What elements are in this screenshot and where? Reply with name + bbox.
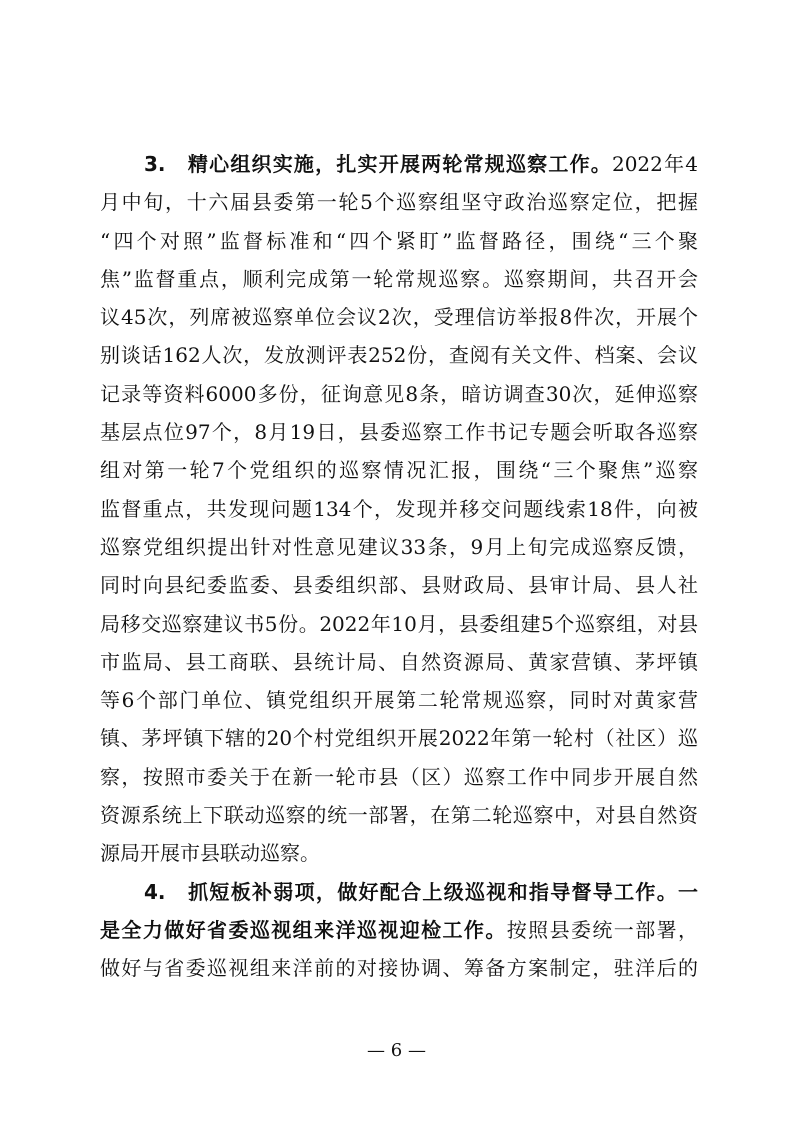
paragraph-4 <box>100 873 698 988</box>
subsection-heading: 是全力做好省委巡视组来洋巡视迎检工作。 <box>100 917 507 942</box>
line-text: 按照县委统一部署， <box>506 917 699 942</box>
text-line: 巡察党组织提出针对性意见建议33条，9月上旬完成巡察反馈， <box>100 534 698 559</box>
text-line: “四个对照”监督标准和“四个紧盯”监督路径，围绕“三个聚 <box>100 228 698 253</box>
text-line: 组对第一轮7个党组织的巡察情况汇报，围绕“三个聚焦”巡察 <box>100 458 698 483</box>
text-line: 局移交巡察建议书5份。2022年10月，县委组建5个巡察组，对县 <box>100 611 698 636</box>
section-heading: 4. 抓短板补弱项，做好配合上级巡视和指导督导工作。一 <box>144 879 698 904</box>
text-line: 基层点位97个，8月19日，县委巡察工作书记专题会听取各巡察 <box>100 420 698 445</box>
text-line: 别谈话162人次，发放测评表252份，查阅有关文件、档案、会议 <box>100 343 698 368</box>
text-line <box>100 145 698 183</box>
paragraph-3 <box>100 145 698 873</box>
text-line: 资源系统上下联动巡察的统一部署，在第二轮巡察中，对县自然资 <box>100 803 698 828</box>
line-text: 2022年4 <box>611 152 698 176</box>
text-line: 同时向县纪委监委、县委组织部、县财政局、县审计局、县人社 <box>100 573 698 598</box>
text-line: 记录等资料6000多份，征询意见8条，暗访调查30次，延伸巡察 <box>100 381 698 406</box>
text-line: 察，按照市委关于在新一轮市县（区）巡察工作中同步开展自然 <box>100 764 698 789</box>
text-line: 源局开展市县联动巡察。 <box>100 841 320 866</box>
page-number: — 6 — <box>367 1040 426 1061</box>
text-line: 镇、茅坪镇下辖的20个村党组织开展2022年第一轮村（社区）巡 <box>100 726 698 751</box>
text-line <box>100 911 698 949</box>
text-line: 月中旬，十六届县委第一轮5个巡察组坚守政治巡察定位，把握 <box>100 190 698 215</box>
text-line: 市监局、县工商联、县统计局、自然资源局、黄家营镇、茅坪镇 <box>100 649 698 674</box>
text-line: 议45次，列席被巡察单位会议2次，受理信访举报8件次，开展个 <box>100 305 698 330</box>
text-line: 监督重点，共发现问题134个，发现并移交问题线索18件，向被 <box>100 496 698 521</box>
text-line: 等6个部门单位、镇党组织开展第二轮常规巡察，同时对黄家营 <box>100 688 698 713</box>
text-line <box>100 873 698 911</box>
text-line: 做好与省委巡视组来洋前的对接协调、筹备方案制定，驻洋后的 <box>100 956 698 981</box>
body-text <box>100 145 698 988</box>
text-line: 焦”监督重点，顺利完成第一轮常规巡察。巡察期间，共召开会 <box>100 266 698 291</box>
section-heading: 3. 精心组织实施，扎实开展两轮常规巡察工作。 <box>144 152 612 176</box>
